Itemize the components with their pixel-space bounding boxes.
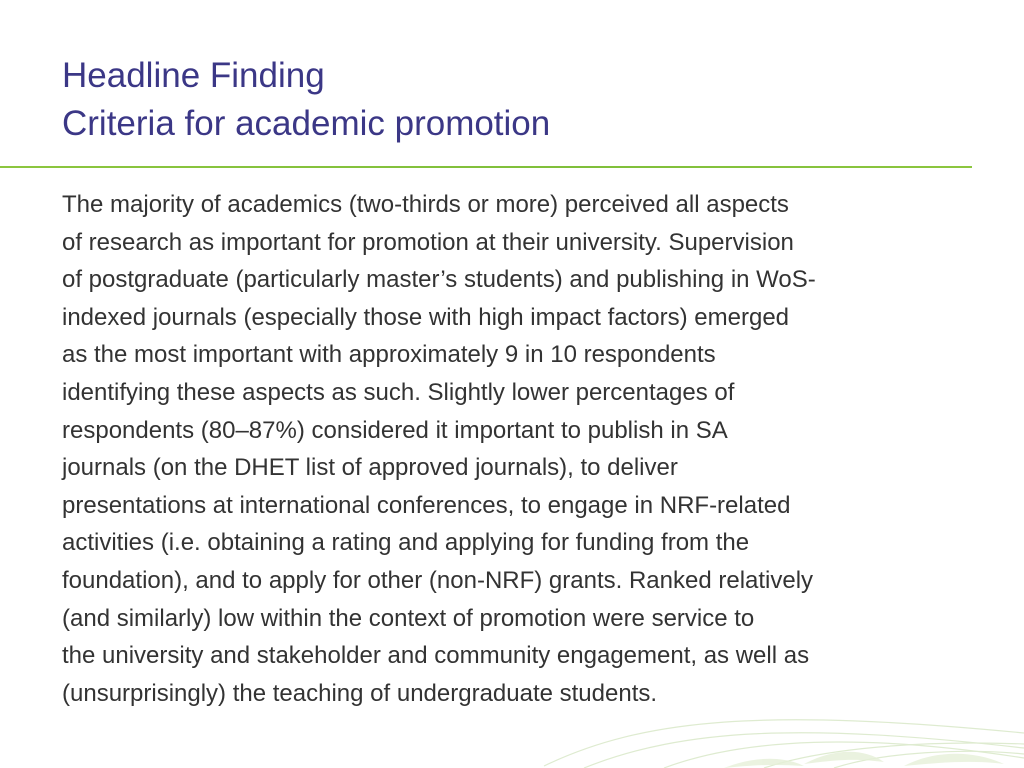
slide-body-paragraph (62, 186, 962, 712)
body-line: (and similarly) low within the context of promotion were service to (62, 604, 755, 632)
slide-title (62, 52, 962, 148)
body-line: the university and stakeholder and community engagement, as well as (62, 642, 810, 670)
title-line-1: Headline Finding (62, 56, 325, 95)
body-line: of postgraduate (particularly master’s students) and publishing in WoS- (62, 266, 816, 294)
body-line: respondents (80–87%) considered it important to publish in SA (62, 416, 728, 444)
body-line: indexed journals (especially those with high impact factors) emerged (62, 303, 790, 331)
title-divider-rule (0, 166, 972, 168)
body-line: activities (i.e. obtaining a rating and applying for funding from the (62, 529, 750, 557)
body-line: as the most important with approximately 9 in 10 respondents (62, 341, 716, 369)
body-line: of research as important for promotion at their university. Supervision (62, 228, 794, 256)
body-line: journals (on the DHET list of approved journals), to deliver (62, 454, 678, 482)
body-line: foundation), and to apply for other (non-NRF) grants. Ranked relatively (62, 566, 814, 594)
body-line: The majority of academics (two-thirds or more) perceived all aspects (62, 191, 789, 218)
body-line: presentations at international conferences, to engage in NRF-related (62, 491, 791, 519)
title-line-2: Criteria for academic promotion (62, 104, 551, 143)
body-line: (unsurprisingly) the teaching of undergraduate students. (62, 679, 658, 707)
body-line: identifying these aspects as such. Slightly lower percentages of (62, 378, 735, 406)
